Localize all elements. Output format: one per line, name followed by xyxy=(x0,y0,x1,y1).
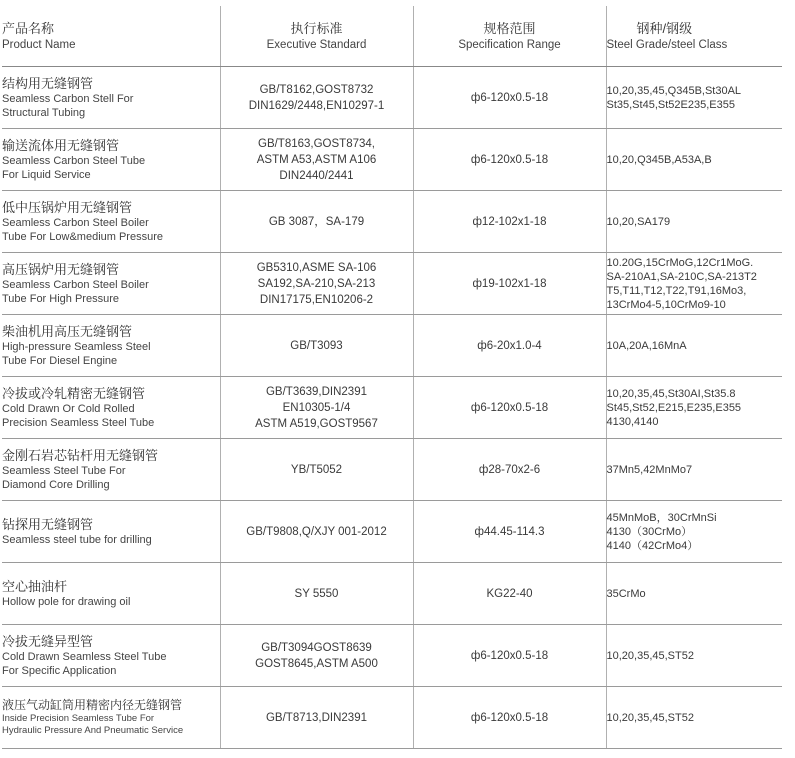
product-name-cell xyxy=(2,439,220,501)
product-name-cell xyxy=(2,67,220,129)
steel-grade-cell xyxy=(606,439,782,501)
table-row xyxy=(2,439,782,501)
product-name-cn: 输送流体用无缝钢管 xyxy=(2,137,120,153)
header-en: Steel Grade/steel Class xyxy=(606,38,728,51)
standard-line: ASTM A519,GOST9567 xyxy=(255,417,378,430)
product-name-en: Inside Precision Seamless Tube For xyxy=(2,713,155,724)
header-en: Executive Standard xyxy=(266,38,367,51)
specification-range-cell: ф6-120x0.5-18 xyxy=(413,377,606,439)
header-cn: 产品名称 xyxy=(2,20,55,36)
product-name-en: Seamless Carbon Steel Boiler xyxy=(2,278,149,291)
steel-grade-cell xyxy=(606,191,782,253)
grade-line: 10,20,Q345B,A53A,B xyxy=(606,153,712,166)
table-row xyxy=(2,67,782,129)
specification-range-cell: ф12-102x1-18 xyxy=(413,191,606,253)
product-name-en: Tube For Diesel Engine xyxy=(2,354,118,367)
specification-range-cell: ф28-70x2-6 xyxy=(413,439,606,501)
header-product-name xyxy=(2,6,220,67)
grade-line: T5,T11,T12,T22,T91,16Mo3, xyxy=(606,284,747,297)
standard-line: GB5310,ASME SA-106 xyxy=(256,261,377,274)
header-executive-standard xyxy=(220,6,413,67)
standard-line: DIN1629/2448,EN10297-1 xyxy=(248,99,385,112)
grade-line: 45MnMoB，30CrMnSi xyxy=(606,511,717,524)
product-name-cell xyxy=(2,315,220,377)
table-body xyxy=(2,67,782,749)
header-cn: 规格范围 xyxy=(483,20,536,36)
grade-line: 35CrMo xyxy=(606,587,646,600)
table-row xyxy=(2,315,782,377)
executive-standard-cell xyxy=(220,253,413,315)
executive-standard-cell xyxy=(220,377,413,439)
executive-standard-cell xyxy=(220,67,413,129)
product-name-en: Seamless Steel Tube For xyxy=(2,464,126,477)
grade-line: 10,20,35,45,Q345B,St30AL xyxy=(606,84,742,97)
grade-line: St35,St45,St52E235,E355 xyxy=(606,98,735,111)
product-name-cell xyxy=(2,625,220,687)
standard-line: GB/T8163,GOST8734, xyxy=(258,137,375,150)
product-name-cell xyxy=(2,377,220,439)
grade-line: 4130,4140 xyxy=(606,415,659,428)
product-name-cn: 冷拔或冷轧精密无缝钢管 xyxy=(2,385,146,401)
header-en: Specification Range xyxy=(458,38,561,51)
standard-line: GB/T3639,DIN2391 xyxy=(265,385,367,398)
product-name-cn: 钻探用无缝钢管 xyxy=(2,516,94,532)
product-name-en: Hydraulic Pressure And Pneumatic Service xyxy=(2,725,184,736)
executive-standard-cell xyxy=(220,687,413,749)
standard-line: GB/T8713,DIN2391 xyxy=(265,711,367,724)
table-row xyxy=(2,377,782,439)
product-name-cell xyxy=(2,253,220,315)
product-name-en: Seamless Carbon Stell For xyxy=(2,92,134,105)
product-name-en: High-pressure Seamless Steel xyxy=(2,340,151,353)
grade-line: 10,20,35,45,St30AI,St35.8 xyxy=(606,387,736,400)
product-name-en: Hollow pole for drawing oil xyxy=(2,595,131,608)
product-name-en: Seamless Carbon Steel Tube xyxy=(2,154,146,167)
standard-line: GB/T3093 xyxy=(290,339,343,352)
standard-line: SY 5550 xyxy=(294,587,339,600)
standard-line: SA192,SA-210,SA-213 xyxy=(257,277,376,290)
standard-line: EN10305-1/4 xyxy=(282,401,351,414)
product-name-cn: 冷拔无缝异型管 xyxy=(2,633,94,649)
steel-grade-cell xyxy=(606,687,782,749)
product-name-en: Seamless steel tube for drilling xyxy=(2,533,152,546)
specification-range-cell: ф6-120x0.5-18 xyxy=(413,625,606,687)
steel-grade-cell xyxy=(606,67,782,129)
product-name-en: Cold Drawn Seamless Steel Tube xyxy=(2,650,167,663)
grade-line: 37Mn5,42MnMo7 xyxy=(606,463,693,476)
product-name-en: Seamless Carbon Steel Boiler xyxy=(2,216,149,229)
product-name-cn: 低中压锅炉用无缝钢管 xyxy=(2,199,133,215)
grade-line: 10A,20A,16MnA xyxy=(606,339,687,352)
specification-range-cell: ф44.45-114.3 xyxy=(413,501,606,563)
executive-standard-cell xyxy=(220,191,413,253)
standard-line: GOST8645,ASTM A500 xyxy=(255,657,378,670)
specification-range-cell: KG22-40 xyxy=(413,563,606,625)
grade-line: 10,20,SA179 xyxy=(606,215,671,228)
steel-grade-cell xyxy=(606,625,782,687)
table-row xyxy=(2,501,782,563)
standard-line: GB/T3094GOST8639 xyxy=(261,641,372,654)
specification-range-cell: ф6-20x1.0-4 xyxy=(413,315,606,377)
steel-grade-cell xyxy=(606,315,782,377)
product-name-en: Tube For Low&medium Pressure xyxy=(2,230,163,243)
product-name-en: Structural Tubing xyxy=(2,106,86,119)
executive-standard-cell xyxy=(220,501,413,563)
header-steel-grade xyxy=(606,6,782,67)
steel-grade-cell xyxy=(606,129,782,191)
grade-line: 10,20,35,45,ST52 xyxy=(606,649,694,662)
product-name-cn: 结构用无缝钢管 xyxy=(2,75,94,91)
standard-line: DIN2440/2441 xyxy=(279,169,354,182)
grade-line: 13CrMo4-5,10CrMo9-10 xyxy=(606,298,726,311)
grade-line: 10,20,35,45,ST52 xyxy=(606,711,694,724)
header-specification-range xyxy=(413,6,606,67)
header-en: Product Name xyxy=(2,38,76,51)
product-name-en: Cold Drawn Or Cold Rolled xyxy=(2,402,135,415)
specification-range-cell: ф6-120x0.5-18 xyxy=(413,129,606,191)
executive-standard-cell xyxy=(220,563,413,625)
product-name-cell xyxy=(2,687,220,749)
standard-line: GB 3087，SA-179 xyxy=(268,215,365,228)
grade-line: SA-210A1,SA-210C,SA-213T2 xyxy=(606,270,757,283)
header-cn: 执行标准 xyxy=(290,20,343,36)
table-row xyxy=(2,253,782,315)
executive-standard-cell xyxy=(220,129,413,191)
product-name-cell xyxy=(2,129,220,191)
steel-grade-cell xyxy=(606,377,782,439)
table-row xyxy=(2,129,782,191)
specification-range-cell: ф6-120x0.5-18 xyxy=(413,67,606,129)
product-name-en: Tube For High Pressure xyxy=(2,292,119,305)
grade-line: 10.20G,15CrMoG,12Cr1MoG. xyxy=(606,256,754,269)
steel-grade-cell xyxy=(606,563,782,625)
table-row xyxy=(2,687,782,749)
standard-line: GB/T8162,GOST8732 xyxy=(259,83,374,96)
product-name-en: Diamond Core Drilling xyxy=(2,478,110,491)
standard-line: ASTM A53,ASTM A106 xyxy=(256,153,377,166)
product-spec-table xyxy=(2,6,782,749)
product-name-cn: 高压锅炉用无缝钢管 xyxy=(2,261,120,277)
grade-line: 4130（30CrMo） xyxy=(606,525,693,538)
executive-standard-cell xyxy=(220,315,413,377)
table-row xyxy=(2,563,782,625)
table-header xyxy=(2,6,782,67)
steel-grade-cell xyxy=(606,501,782,563)
standard-line: YB/T5052 xyxy=(290,463,343,476)
product-name-cn: 空心抽油杆 xyxy=(2,578,68,594)
product-name-cell xyxy=(2,501,220,563)
product-name-cn: 柴油机用高压无缝钢管 xyxy=(2,323,133,339)
product-name-en: For Liquid Service xyxy=(2,168,91,181)
product-name-cn: 金刚石岩芯钻杆用无缝钢管 xyxy=(2,447,159,463)
grade-line: 4140（42CrMo4） xyxy=(606,539,699,552)
executive-standard-cell xyxy=(220,625,413,687)
specification-range-cell: ф19-102x1-18 xyxy=(413,253,606,315)
standard-line: GB/T9808,Q/XJY 001-2012 xyxy=(246,525,387,538)
product-name-en: For Specific Application xyxy=(2,664,117,677)
standard-line: DIN17175,EN10206-2 xyxy=(259,293,374,306)
table-row xyxy=(2,191,782,253)
steel-grade-cell xyxy=(606,253,782,315)
product-name-cell xyxy=(2,191,220,253)
executive-standard-cell xyxy=(220,439,413,501)
header-cn: 钢种/钢级 xyxy=(636,20,693,36)
specification-range-cell: ф6-120x0.5-18 xyxy=(413,687,606,749)
grade-line: St45,St52,E215,E235,E355 xyxy=(606,401,742,414)
table-row xyxy=(2,625,782,687)
product-name-cn: 液压气动缸筒用精密内径无缝钢管 xyxy=(2,698,183,712)
product-name-cell xyxy=(2,563,220,625)
product-name-en: Precision Seamless Steel Tube xyxy=(2,416,155,429)
